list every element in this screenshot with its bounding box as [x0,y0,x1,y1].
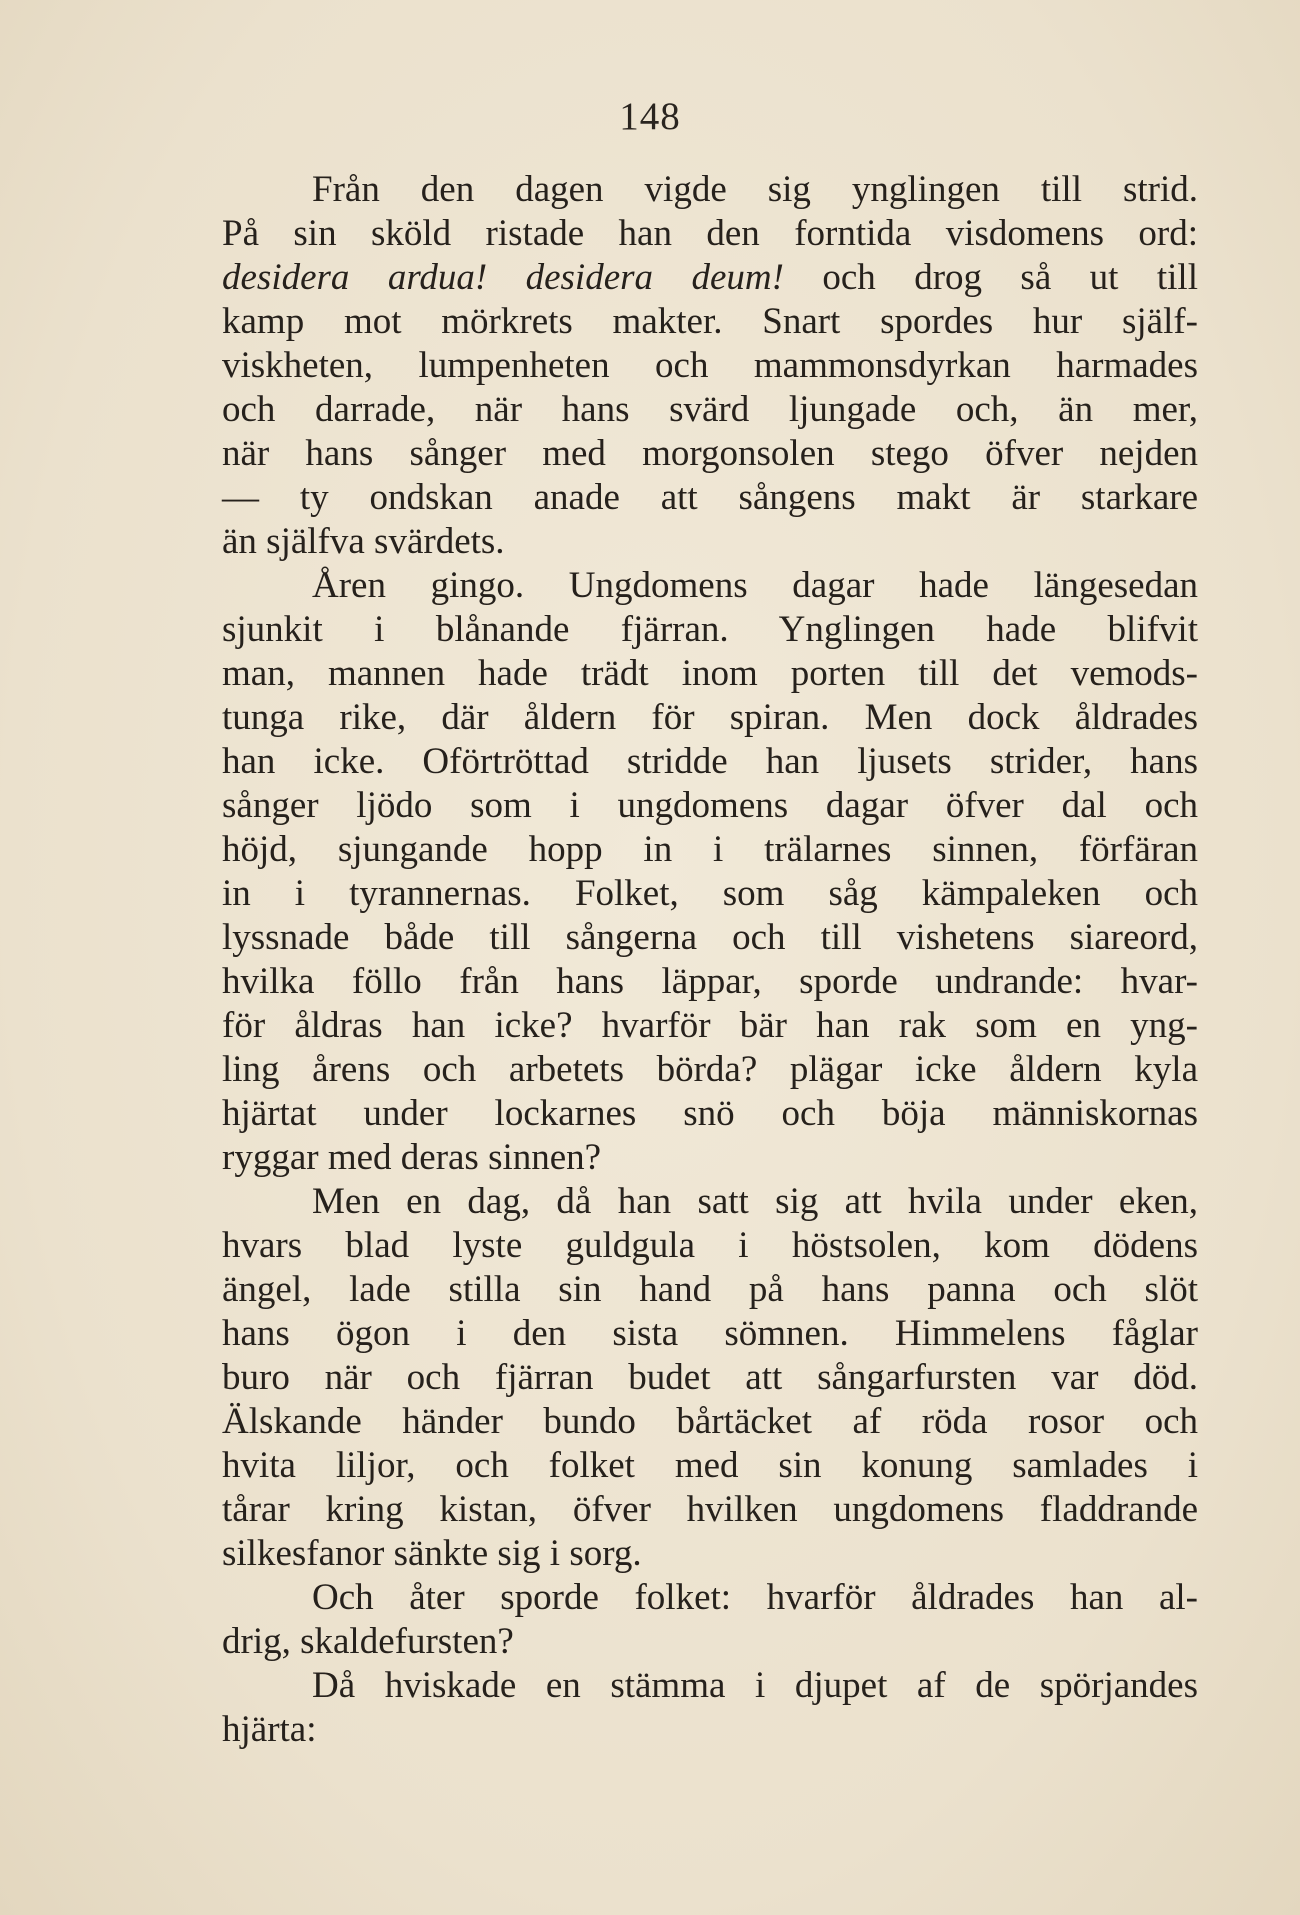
text-line: ling årens och arbetets börda? plägar icke åldern kyla [222,1049,1198,1090]
text-line: tårar kring kistan, öfver hvilken ungdomens fladdrande [222,1489,1198,1530]
text-line: hvilka föllo från hans läppar, sporde undrande: hvar- [222,961,1198,1002]
text-line: han icke. Oförtröttad stridde han ljusets strider, hans [222,741,1198,782]
text-line: hvita liljor, och folket med sin konung samlades i [222,1445,1198,1486]
text-line: Åren gingo. Ungdomens dagar hade längesedan [312,565,1198,606]
text-line: än själfva svärdets. [222,521,505,562]
body-text [222,168,1198,1752]
page-number: 148 [619,95,681,138]
text-line: Och åter sporde folket: hvarför åldrades han al- [312,1577,1198,1618]
text-line: hjärtat under lockarnes snö och böja människornas [222,1093,1198,1134]
text-line: Älskande händer bundo bårtäcket af röda rosor och [222,1401,1198,1442]
text-line: Då hviskade en stämma i djupet af de spörjandes [312,1665,1198,1706]
text-line: På sin sköld ristade han den forntida visdomens ord: [222,213,1198,254]
text-line: för åldras han icke? hvarför bär han rak som en yng- [222,1005,1198,1046]
text-line: hvars blad lyste guldgula i höstsolen, kom dödens [222,1225,1198,1266]
text-line: tunga rike, där åldern för spiran. Men dock åldrades [222,697,1198,738]
text-line: ängel, lade stilla sin hand på hans panna och slöt [222,1269,1198,1310]
text-line [222,256,1198,300]
text-line: Men en dag, då han satt sig att hvila under eken, [312,1181,1198,1222]
text-line: ryggar med deras sinnen? [222,1137,602,1178]
text-line: sånger ljödo som i ungdomens dagar öfver dal och [222,785,1198,826]
text-line: kamp mot mörkrets makter. Snart spordes hur själf- [222,301,1198,342]
text-line: drig, skaldefursten? [222,1621,514,1662]
text-line: lyssnade både till sångerna och till vishetens siareord, [222,917,1198,958]
text-line: sjunkit i blånande fjärran. Ynglingen hade blifvit [222,609,1198,650]
text-line: man, mannen hade trädt inom porten till det vemods- [222,653,1198,694]
text-line: Från den dagen vigde sig ynglingen till strid. [312,169,1198,210]
line-text: och drog så ut till [783,257,1198,298]
text-line: hjärta: [222,1709,317,1750]
text-line: när hans sånger med morgonsolen stego öfver nejden [222,433,1198,474]
text-line: buro när och fjärran budet att sångarfursten var död. [222,1357,1198,1398]
text-line: höjd, sjungande hopp in i trälarnes sinnen, förfäran [222,829,1198,870]
text-line: silkesfanor sänkte sig i sorg. [222,1533,642,1574]
text-line: — ty ondskan anade att sångens makt är starkare [222,477,1198,518]
text-line: viskheten, lumpenheten och mammonsdyrkan harmades [222,345,1198,386]
italic-phrase: desidera ardua! desidera deum! [222,257,784,298]
text-line: hans ögon i den sista sömnen. Himmelens fåglar [222,1313,1198,1354]
text-line: och darrade, när hans svärd ljungade och, än mer, [222,389,1198,430]
text-line: in i tyrannernas. Folket, som såg kämpaleken och [222,873,1198,914]
